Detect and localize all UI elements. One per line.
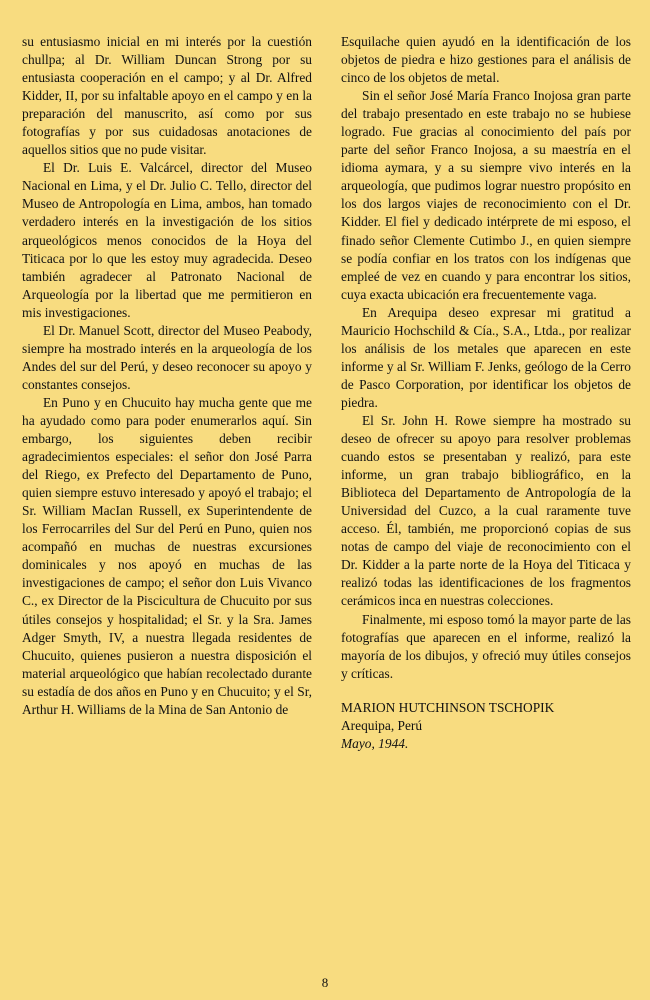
signature-name: MARION HUTCHINSON TSCHOPIK [341,699,555,715]
signature-place: Arequipa, Perú [341,717,423,733]
paragraph: Finalmente, mi esposo tomó la mayor parte de las fotografías que aparecen en el informe, realizó la mayoría de los dibujos, y ofreció muy útiles consejos y críticas. [341,611,631,681]
left-column [22,33,312,719]
page-number: 8 [321,975,329,990]
paragraph: El Sr. John H. Rowe siempre ha mostrado su deseo de ofrecer su apoyo para resolver problemas cuando estos se presentaban y realizó, para este informe, un gran trabajo bibliográfico, en la Biblioteca del Departamento de Antropología de la Universidad del Cuzco, a la cual raramente tuve acceso. Él, también, me proporcionó copias de sus notas de campo del viaje de reconocimiento con el Dr. Kidder a la parte norte de la Hoya del Titicaca y realizó todas las identificaciones de los fragmentos cerámicos inca en nuestras colecciones. [341,412,631,609]
paragraph: En Puno y en Chucuito hay mucha gente que me ha ayudado como para poder enumerarlos aquí. Sin embargo, los siguientes deben recibir agradecimientos especiales: el señor don José Parra del Riego, ex Prefecto del Departamento de Puno, quien siempre estuvo interesado y apoyó el trabajo; el Sr. William MacIan Russell, ex Superintendente de los Ferrocarriles del Sur del Perú en Puno, quien nos acompañó en muchas de nuestras excursiones dominicales y nos apoyó en muchas de las investigaciones de campo; el señor don Luis Vivanco C., ex Director de la Piscicultura de Chucuito por sus útiles consejos y hospitalidad; el Sr. y la Sra. James Adger Smyth, IV, a nuestra llegada residentes de Chucuito, quienes pusieron a nuestra disposición el material arqueológico que habían recolectado durante su estadía de dos años en Puno y en Chucuito; y el Sr, Arthur H. Williams de la Mina de San Antonio de [22,394,312,717]
right-column [341,33,631,753]
paragraph: El Dr. Luis E. Valcárcel, director del Museo Nacional en Lima, y el Dr. Julio C. Tello, director del Museo de Antropología en Lima, ambos, han tomado verdadero interés en la investigación de los sitios arqueológicos menos conocidos de la Hoya del Titicaca por lo que les estoy muy agradecida. Deseo también agradecer al Patronato Nacional de Arqueología por la libertad que me permitieron en mis investigaciones. [22,160,312,320]
signature-block [341,699,631,753]
paragraph: El Dr. Manuel Scott, director del Museo Peabody, siempre ha mostrado interés en la arqueología de los Andes del sur del Perú, y deseo reconocer su apoyo y constantes consejos. [22,322,312,392]
paragraph: Sin el señor José María Franco Inojosa gran parte del trabajo presentado en este trabajo no se hubiese logrado. Fue gracias al conocimiento del país por parte del señor Franco Inojosa, a su maestría en el idioma aymara, y a su siempre vivo interés en la arqueología, que pudimos lograr nuestro propósito en los dos largos viajes de reconocimiento con el Dr. Kidder. El fiel y dedicado intérprete de mi esposo, el finado señor Clemente Cutimbo J., en quien siempre se podía confiar en los tratos con los indígenas que empleé de vez en cuando y para encontrar los sitios, cuya exacta ubicación era frecuentemente vaga. [341,88,631,302]
paragraph: su entusiasmo inicial en mi interés por la cuestión chullpa; al Dr. William Duncan Strong por su entusiasta cooperación en el campo; y al Dr. Alfred Kidder, II, por su infaltable apoyo en el campo y en la preparación del manuscrito, así como por sus fotografías y por sus cuidadosas anotaciones de aquellos sitios que no pude visitar. [22,34,312,158]
signature-date: Mayo, 1944. [341,735,409,751]
paragraph: En Arequipa deseo expresar mi gratitud a Mauricio Hochschild & Cía., S.A., Ltda., por realizar los análisis de los metales que aparecen en este informe y al Sr. William F. Jenks, geólogo de la Cerro de Pasco Corporation, por identificar los objetos de piedra. [341,304,631,410]
paragraph: Esquilache quien ayudó en la identificación de los objetos de piedra e hizo gestiones para el análisis de cinco de los objetos de metal. [341,34,631,86]
